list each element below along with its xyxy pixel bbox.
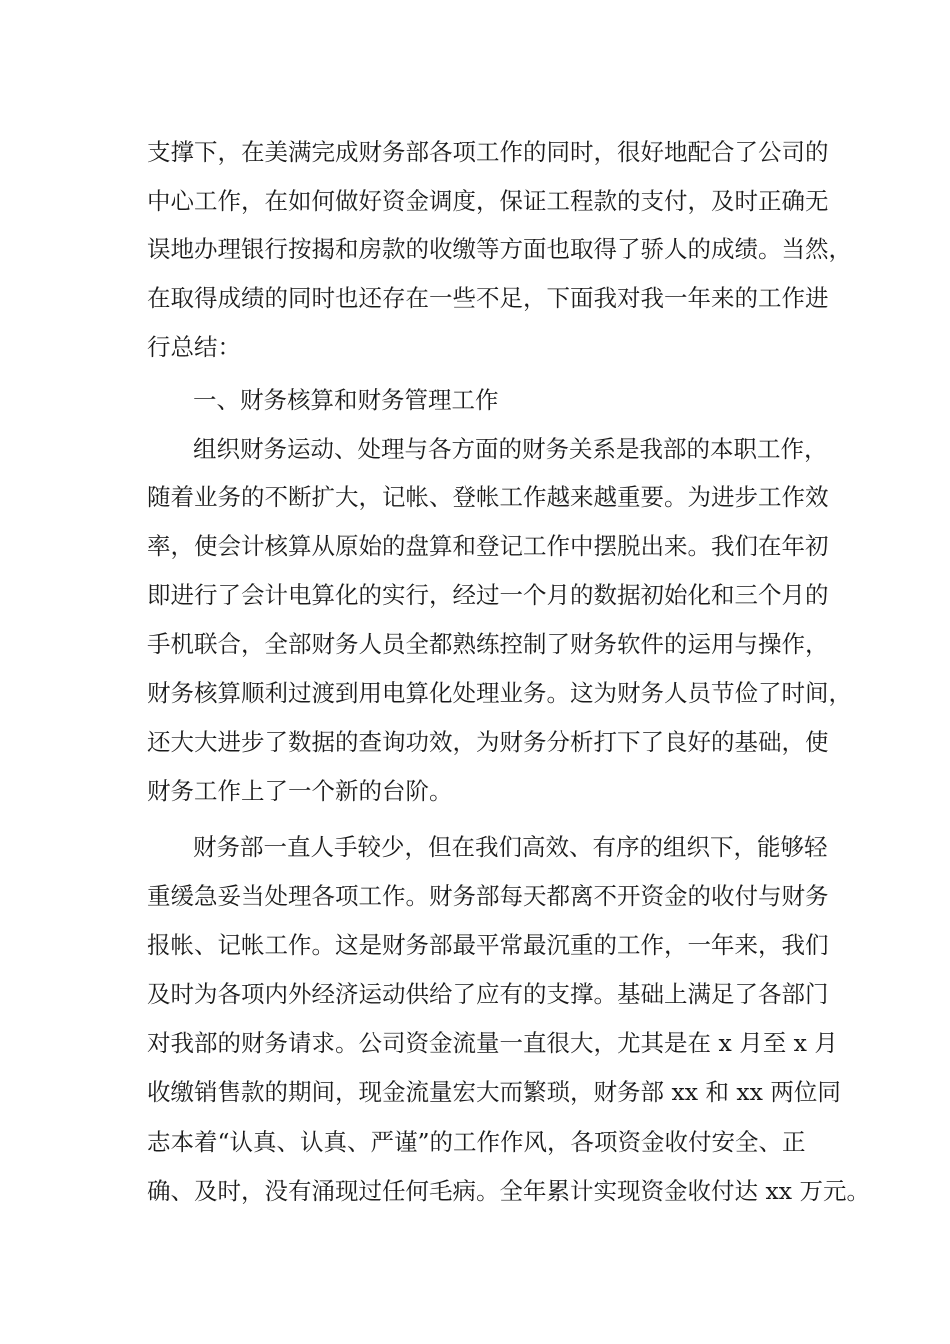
text-line: 支撑下，在美满完成财务部各项工作的同时，很好地配合了公司的 xyxy=(147,138,829,166)
text-line: 即进行了会计电算化的实行，经过一个月的数据初始化和三个月的 xyxy=(147,581,829,609)
text-line: 误地办理银行按揭和房款的收缴等方面也取得了骄人的成绩。当然， xyxy=(147,235,852,263)
text-line: 收缴销售款的期间，现金流量宏大而繁琐，财务部 xx 和 xx 两位同 xyxy=(147,1078,841,1106)
text-line: 组织财务运动、处理与各方面的财务关系是我部的本职工作， xyxy=(193,435,828,463)
text-line: 志本着“认真、认真、严谨”的工作作风，各项资金收付安全、正 xyxy=(147,1128,806,1156)
text-line: 财务部一直人手较少，但在我们高效、有序的组织下，能够轻 xyxy=(193,833,828,861)
text-line: 财务核算顺利过渡到用电算化处理业务。这为财务人员节俭了时间， xyxy=(147,679,852,707)
text-line: 还大大进步了数据的查询功效，为财务分析打下了良好的基础，使 xyxy=(147,728,829,756)
text-line: 报帐、记帐工作。这是财务部最平常最沉重的工作，一年来，我们 xyxy=(147,931,829,959)
text-line: 随着业务的不断扩大，记帐、登帐工作越来越重要。为进步工作效 xyxy=(147,483,829,511)
text-line: 在取得成绩的同时也还存在一些不足，下面我对我一年来的工作进 xyxy=(147,284,829,312)
text-line: 率，使会计核算从原始的盘算和登记工作中摆脱出来。我们在年初 xyxy=(147,532,829,560)
text-line: 中心工作，在如何做好资金调度，保证工程款的支付，及时正确无 xyxy=(147,187,829,215)
text-line: 行总结： xyxy=(147,333,241,361)
text-line: 手机联合，全部财务人员全都熟练控制了财务软件的运用与操作， xyxy=(147,630,829,658)
text-line: 确、及时，没有涌现过任何毛病。全年累计实现资金收付达 xx 万元。 xyxy=(147,1177,870,1205)
text-line: 对我部的财务请求。公司资金流量一直很大，尤其是在 x 月至 x 月 xyxy=(147,1029,838,1057)
text-line: 及时为各项内外经济运动供给了应有的支撑。基础上满足了各部门 xyxy=(147,980,829,1008)
text-line: 重缓急妥当处理各项工作。财务部每天都离不开资金的收付与财务 xyxy=(147,882,829,910)
section-heading: 一、财务核算和财务管理工作 xyxy=(193,386,499,414)
text-line: 财务工作上了一个新的台阶。 xyxy=(147,777,453,805)
